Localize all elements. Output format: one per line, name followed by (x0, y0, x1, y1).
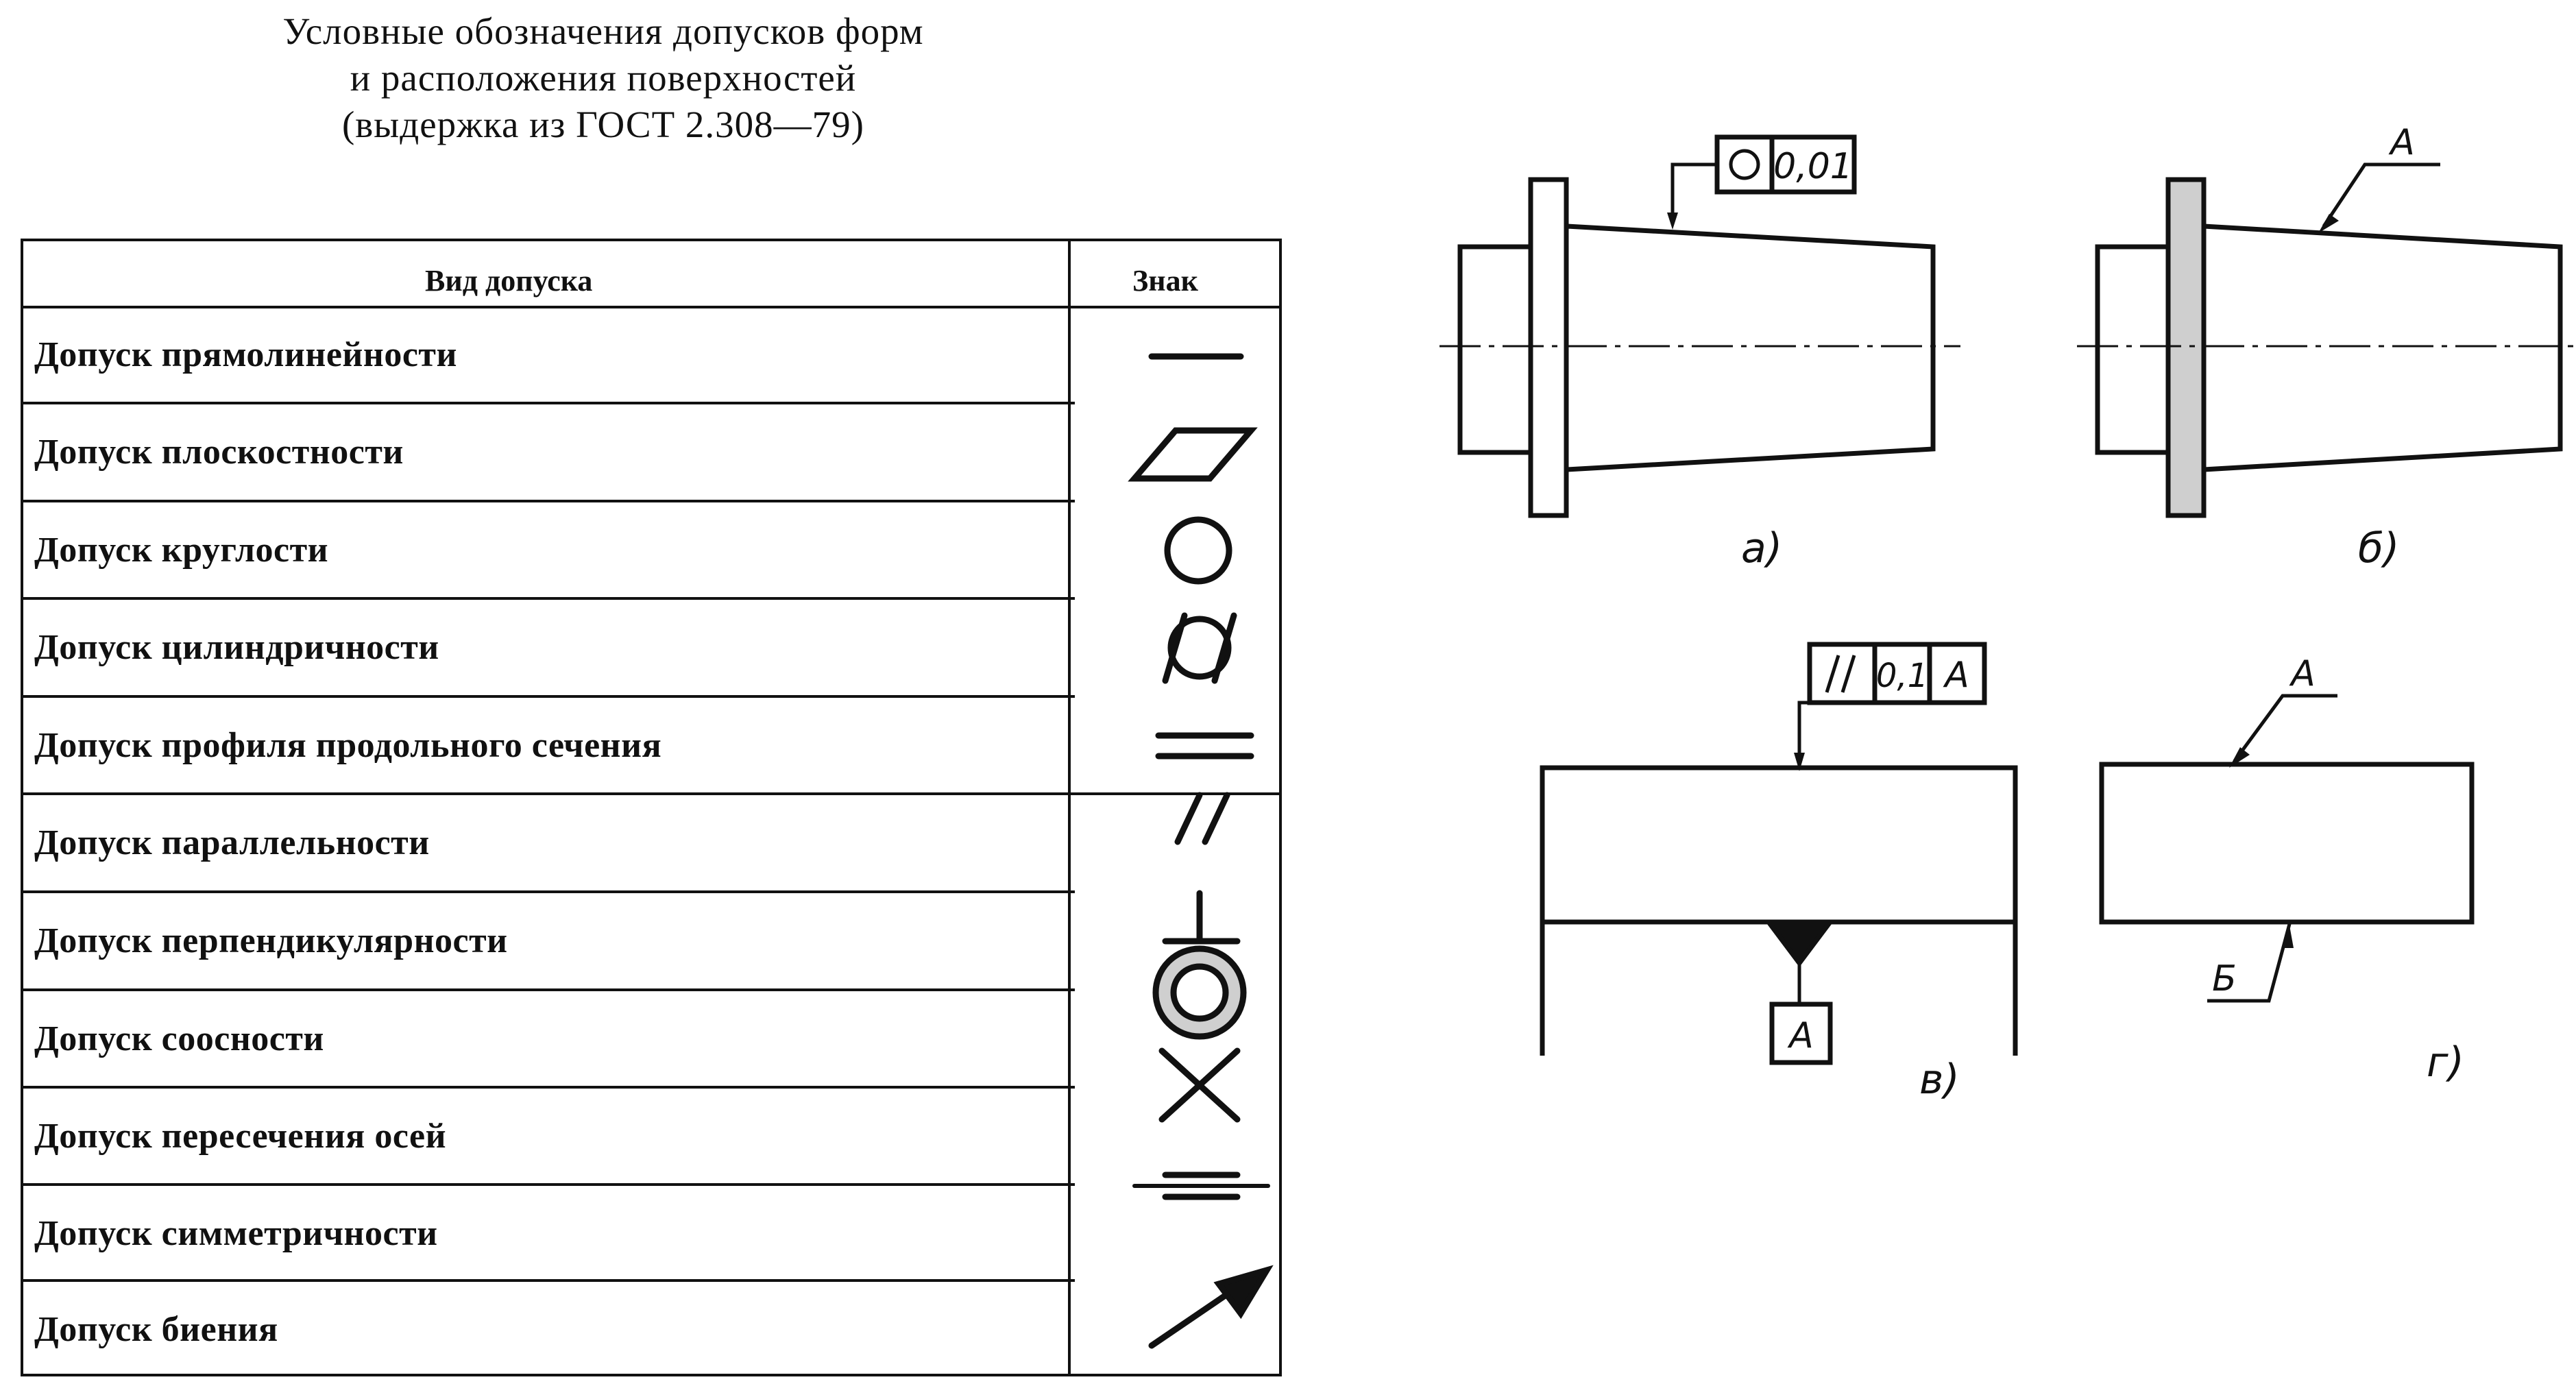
row-label-runout: Допуск биения (34, 1310, 278, 1349)
row-label-parallelism: Допуск параллельности (34, 823, 430, 862)
runout-icon (1152, 1270, 1267, 1346)
header-sign: Знак (1132, 264, 1198, 298)
sign-column (1069, 307, 1282, 1376)
figure-v-caption: в) (1919, 1056, 1960, 1104)
title-line-2: и расположения поверхностей (350, 57, 857, 99)
cylindricity-icon (1165, 616, 1234, 681)
page-title (117, 8, 1090, 148)
row-label-cylindricity: Допуск цилиндричности (34, 628, 439, 667)
figure-a (1439, 117, 1988, 542)
figure-v-frame-value: 0,1 (1875, 657, 1929, 695)
figure-v-frame-datum: А (1945, 655, 1969, 696)
row-label-perpendicularity: Допуск перпендикулярности (34, 921, 508, 960)
title-line-1: Условные обозначения допусков форм (282, 10, 924, 52)
figure-a-caption: а) (1741, 524, 1783, 572)
figure-v-drawing (1535, 631, 2056, 1110)
coaxiality-icon (1156, 949, 1243, 1036)
figure-g (2091, 631, 2516, 1056)
parallelism-icon (1178, 795, 1227, 842)
row-label-roundness: Допуск круглости (34, 531, 329, 570)
row-label-flatness: Допуск плоскостности (34, 433, 404, 472)
figure-g-datum-top: А (2291, 653, 2316, 694)
row-label-symmetry: Допуск симметричности (34, 1214, 438, 1253)
figure-b (2070, 117, 2576, 542)
figure-b-datum: А (2390, 122, 2415, 163)
figure-b-caption: б) (2358, 524, 2400, 572)
header-tolerance-type: Вид допуска (425, 264, 593, 298)
tolerance-table (21, 239, 1282, 1376)
perpendicularity-icon (1165, 893, 1237, 941)
symmetry-icon (1134, 1175, 1268, 1197)
figure-v-datum-box: А (1789, 1015, 1814, 1056)
title-line-3: (выдержка из ГОСТ 2.308—79) (341, 104, 864, 145)
row-label-straightness: Допуск прямолинейности (34, 335, 457, 374)
row-label-longitudinal-profile: Допуск профиля продольного сечения (34, 726, 662, 765)
row-label-coaxiality: Допуск соосности (34, 1019, 324, 1058)
figure-g-datum-bottom: Б (2212, 958, 2237, 999)
row-label-axis-intersection: Допуск пересечения осей (34, 1117, 447, 1156)
roundness-icon (1167, 520, 1229, 581)
axis-intersection-icon (1162, 1051, 1237, 1119)
longitudinal-profile-icon (1158, 736, 1251, 756)
figure-a-frame-value: 0,01 (1773, 146, 1853, 187)
figure-g-caption: г) (2427, 1039, 2464, 1086)
flatness-icon (1134, 430, 1251, 478)
